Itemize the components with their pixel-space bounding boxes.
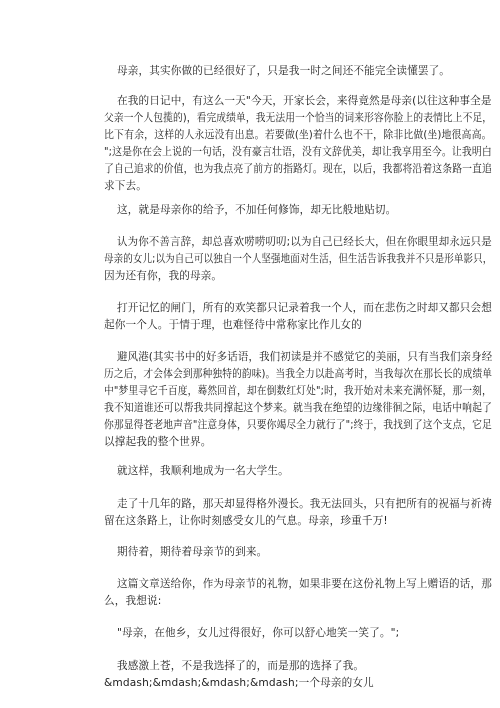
text-line: 避风港(其实书中的好多话语，我们初读是并不感觉它的美丽，只有当我们亲身经 [117, 351, 493, 363]
text-line: 在我的日记中，有这么一天"今天，开家长会，来得竟然是母亲(以往这种事全是 [117, 95, 492, 107]
text-line: 你那显得苍老地声音"注意身体，只要你竭尽全力就行了";终于，我找到了这个支点，它足 [104, 419, 492, 431]
text-line: 因为还有你，我的母亲。 [104, 270, 223, 282]
text-line: 母亲，其实你做的已经很好了，只是我一时之间还不能完全读懂罢了。 [117, 65, 451, 77]
text-line: 父亲一个人包揽的)，看完成绩单，我无法用一个恰当的词来形容你脸上的表情比上不足， [104, 112, 493, 124]
text-line: "母亲，在他乡，女儿过得很好，你可以舒心地笑一笑了。"; [117, 627, 400, 639]
text-line: 求下去。 [104, 180, 147, 192]
text-line: 以撑起我的整个世界。 [104, 436, 212, 448]
text-line: ";这是你在会上说的一句话，没有豪言壮语，没有文辞优美，却让我享用至今。让我明白 [104, 146, 492, 158]
text-line: 走了十几年的路，那天却显得格外漫长。我无法回头，只有把所有的祝福与祈祷 [117, 498, 492, 510]
text-line: 打开记忆的闸门，所有的欢笑都只记录着我一个人，而在悲伤之时却又都只会想 [117, 302, 492, 314]
text-line: 认为你不善言辞，却总喜欢唠唠叨叨;以为自己已经长大，但在你眼里却永远只是 [117, 236, 492, 248]
text-line: 我感激上苍，不是我选择了的，而是那的选择了我。 [117, 660, 365, 672]
text-line: 么，我想说: [104, 595, 162, 607]
text-line: 母亲的女儿;以为自己可以独自一个人坚强地面对生活，但生活告诉我我并不只是形单影只， [104, 253, 493, 265]
text-line: 这，就是母亲你的给予，不加任何修饰，却无比般地贴切。 [117, 204, 397, 216]
text-line: 留在这条路上，让你时刻感受女儿的气息。母亲，珍重千万! [104, 515, 388, 527]
text-line: 了自己追求的价值，也为我点亮了前方的指路灯。现在，以后，我都将沿着这条路一直追 [104, 163, 493, 175]
text-line: 历之后，才会体会到那种独特的韵味)。当我全力以赴高考时，当我每次在那长长的成绩单 [104, 368, 493, 380]
text-line: 我不知道谁还可以帮我共同撑起这个梦来。就当我在绝望的边缘徘徊之际，电话中响起了 [104, 402, 493, 414]
text-line: 就这样，我顺利地成为一名大学生。 [117, 465, 289, 477]
text-line: 起你一个人。于情于理，也难怪待中常称家比作儿女的 [104, 319, 362, 331]
text-line: 这篇文章送给你，作为母亲节的礼物，如果非要在这份礼物上写上赠语的话，那 [117, 578, 492, 590]
text-line: 中"梦里寻它千百度，蓦然回首，却在倒数红灯处";时，我开始对未来充满怀疑，那一刻， [104, 385, 492, 397]
text-line: 期待着，期待着母亲节的到来。 [117, 546, 268, 558]
text-line: 比下有余，这样的人永远没有出息。若要做(坐)着什么也不干，除非比做(坐)地很高高。 [104, 129, 492, 141]
text-line: &mdash;&mdash;&mdash;&mdash;一个母亲的女儿 [104, 677, 374, 689]
